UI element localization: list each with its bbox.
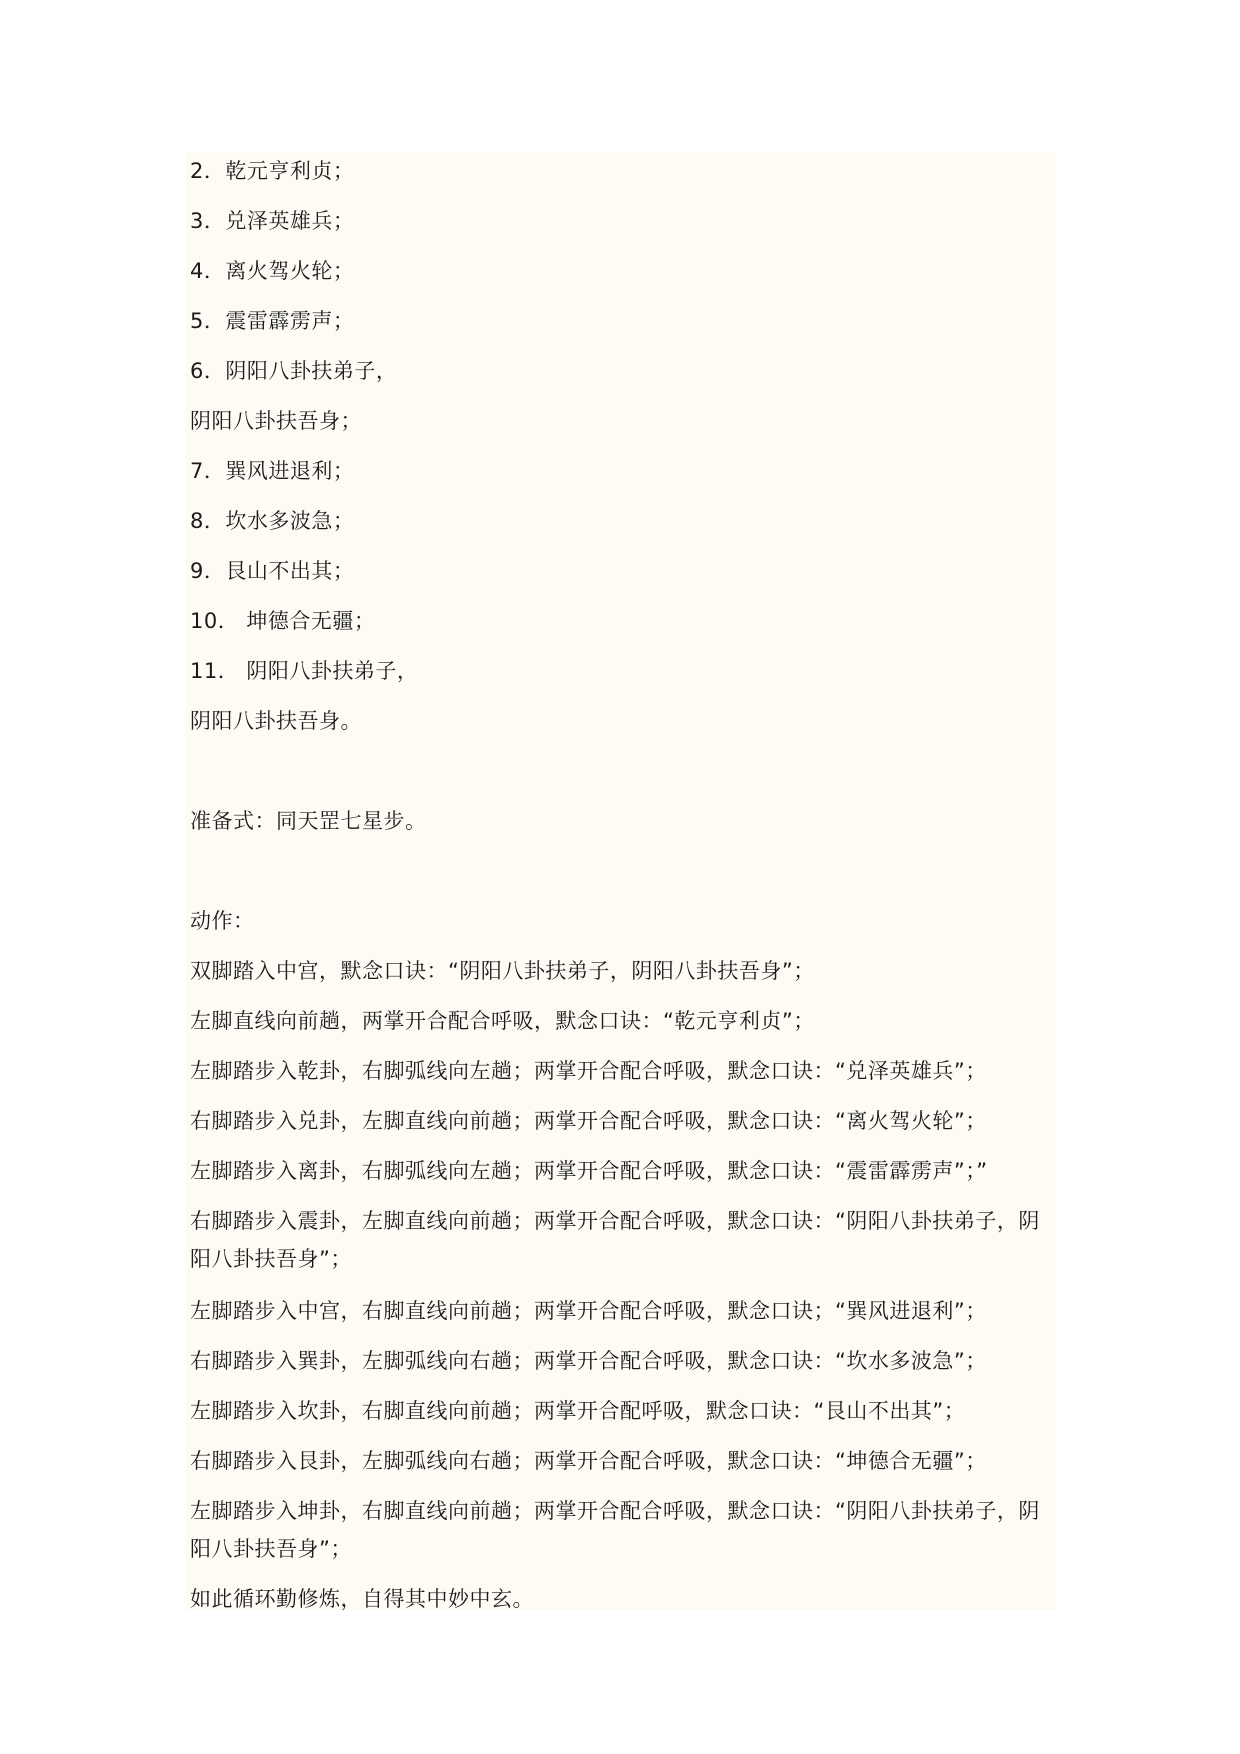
action-line: 右脚踏步入巽卦，左脚弧线向右趟；两掌开合配合呼吸，默念口诀：“坎水多波急”； [190, 1349, 987, 1373]
verse-line: 5．震雷霹雳声； [190, 309, 355, 333]
preparation-text: 准备式：同天罡七星步。 [190, 809, 427, 833]
document-body [186, 152, 1056, 1610]
action-line: 如此循环勤修炼，自得其中妙中玄。 [190, 1587, 534, 1611]
verse-line: 10． 坤德合无疆； [190, 609, 376, 633]
action-line: 阳八卦扶吾身”； [190, 1247, 352, 1271]
action-line: 左脚踏步入中宫，右脚直线向前趟；两掌开合配合呼吸，默念口诀；“巽风进退利”； [190, 1299, 987, 1323]
verse-line: 4．离火驾火轮； [190, 259, 355, 283]
action-line: 右脚踏步入艮卦，左脚弧线向右趟；两掌开合配合呼吸，默念口诀：“坤德合无疆”； [190, 1449, 987, 1473]
action-line: 阳八卦扶吾身”； [190, 1537, 352, 1561]
verse-line: 9．艮山不出其； [190, 559, 355, 583]
action-line: 左脚踏步入乾卦，右脚弧线向左趟；两掌开合配合呼吸，默念口诀：“兑泽英雄兵”； [190, 1059, 987, 1083]
verse-line: 3．兑泽英雄兵； [190, 209, 355, 233]
verse-line: 7．巽风进退利； [190, 459, 355, 483]
verse-line: 阴阳八卦扶吾身； [190, 409, 362, 433]
verse-line: 6．阴阳八卦扶弟子， [190, 359, 398, 383]
action-line: 左脚直线向前趟，两掌开合配合呼吸，默念口诀：“乾元亨利贞”； [190, 1009, 815, 1033]
action-line: 左脚踏步入坤卦，右脚直线向前趟；两掌开合配合呼吸，默念口诀：“阴阳八卦扶弟子，阴 [190, 1499, 1040, 1523]
action-line: 右脚踏步入兑卦，左脚直线向前趟；两掌开合配合呼吸，默念口诀：“离火驾火轮”； [190, 1109, 987, 1133]
verse-line: 11． 阴阳八卦扶弟子， [190, 659, 419, 683]
action-line: 左脚踏步入坎卦，右脚直线向前趟；两掌开合配呼吸，默念口诀：“艮山不出其”； [190, 1399, 966, 1423]
verse-line: 8．坎水多波急； [190, 509, 355, 533]
action-line: 右脚踏步入震卦，左脚直线向前趟；两掌开合配合呼吸，默念口诀：“阴阳八卦扶弟子，阴 [190, 1209, 1040, 1233]
action-line: 双脚踏入中宫，默念口诀：“阴阳八卦扶弟子，阴阳八卦扶吾身”； [190, 959, 815, 983]
action-line: 左脚踏步入离卦，右脚弧线向左趟；两掌开合配合呼吸，默念口诀：“震雷霹雳声”；” [190, 1159, 988, 1183]
verse-line: 2．乾元亨利贞； [190, 159, 355, 183]
verse-line: 阴阳八卦扶吾身。 [190, 709, 362, 733]
actions-heading: 动作： [190, 909, 255, 933]
